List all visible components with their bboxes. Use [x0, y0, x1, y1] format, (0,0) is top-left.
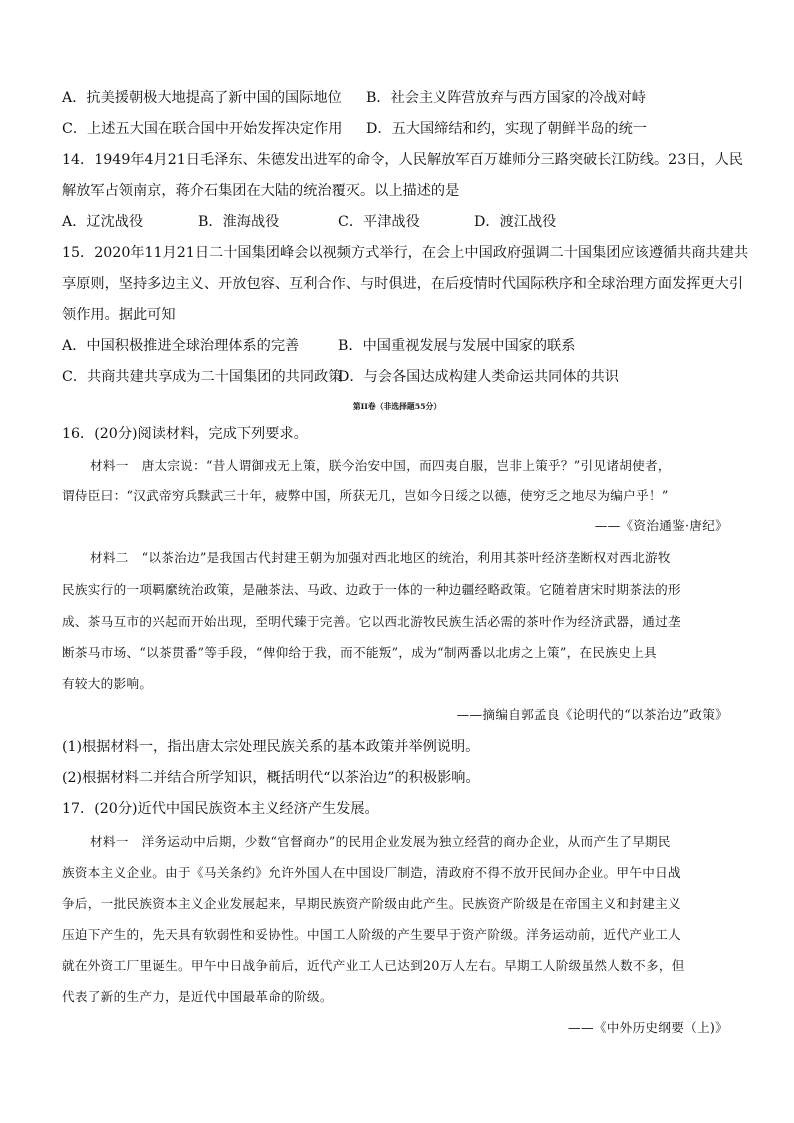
q15-options-row2 — [62, 367, 619, 387]
q15-options-row1 — [62, 336, 576, 356]
q15-option-b[interactable]: B．中国重视发展与发展中国家的联系 — [338, 338, 576, 354]
q15-stem-line1: 15．2020年11月21日二十国集团峰会以视频方式举行，在会上中国政府强调二十国集团应该遵循共商共建共 — [62, 245, 749, 261]
q13-option-a[interactable]: A．抗美援朝极大地提高了新中国的国际地位 — [62, 90, 342, 106]
q14-options — [62, 212, 557, 232]
q13-options-row1 — [62, 88, 646, 108]
q14-option-b[interactable]: B．淮海战役 — [198, 214, 280, 230]
q16-material1-line2: 谓侍臣曰：“汉武帝穷兵黩武三十年，疲弊中国，所获无几，岂如今日绥之以德，使穷乏之地尽为编户乎！” — [62, 488, 669, 503]
q13-options-row2 — [62, 119, 647, 139]
q14-stem-line2: 解放军占领南京，蒋介石集团在大陆的统治覆灭。以上描述的是 — [62, 183, 460, 199]
q17-material1-line1: 材料一 洋务运动中后期，少数“官督商办”的民用企业发展为独立经营的商办企业，从而产生了早期民 — [90, 834, 671, 849]
q13-option-d[interactable]: D．五大国缔结和约，实现了朝鲜半岛的统一 — [366, 121, 647, 137]
q13-option-b[interactable]: B．社会主义阵营放弃与西方国家的冷战对峙 — [366, 90, 646, 106]
q16-material1-source: ——《资治通鉴·唐纪》 — [594, 518, 728, 533]
q14-stem-line1: 14．1949年4月21日毛泽东、朱德发出进军的命令，人民解放军百万雄师分三路突破长江防线。23日，人民 — [62, 152, 743, 168]
q17-material1-line6: 代表了新的生产力，是近代中国最革命的阶级。 — [62, 989, 333, 1004]
q16-material2-line2: 民族实行的一项羁縻统治政策，是融茶法、马政、边政于一体的一种边疆经略政策。它随着唐宋时期茶法的形 — [62, 582, 681, 597]
q16-material1-line1: 材料一 唐太宗说：“昔人谓御戎无上策，朕今治安中国，而四夷自服，岂非上策乎？”引见诸胡使者， — [90, 458, 671, 473]
q17-material1-line5: 就在外资工厂里诞生。甲午中日战争前后，近代产业工人已达到20万人左右。早期工人阶级虽然人数不多，但 — [62, 958, 685, 973]
q15-option-a[interactable]: A．中国积极推进全球治理体系的完善 — [62, 338, 300, 354]
q16-material2-line1: 材料二 “以茶治边”是我国古代封建王朝为加强对西北地区的统治，利用其茶叶经济垄断权对西北游牧 — [90, 550, 671, 565]
q17-material1-source: ——《中外历史纲要（上)》 — [568, 1020, 728, 1035]
q16-subquestion-2: (2)根据材料二并结合所学知识，概括明代“以茶治边”的积极影响。 — [62, 770, 480, 786]
q17-stem: 17．(20分)近代中国民族资本主义经济产生发展。 — [62, 801, 379, 817]
q13-option-c[interactable]: C．上述五大国在联合国中开始发挥决定作用 — [62, 121, 343, 137]
q14-option-c[interactable]: C．平津战役 — [338, 214, 420, 230]
q17-material1-line4: 压迫下产生的，先天具有软弱性和妥协性。中国工人阶级的产生要早于资产阶级。洋务运动前，近代产业工人 — [62, 927, 681, 942]
q17-material1-line2: 族资本主义企业。由于《马关条约》允许外国人在中国设厂制造，清政府不得不放开民间办企业。甲午中日战 — [62, 865, 681, 880]
q14-option-d[interactable]: D．渡江战役 — [474, 214, 557, 230]
section-title: 第II卷（非选择题55分） — [352, 402, 442, 411]
q16-material2-source: ——摘编自郭孟良《论明代的“以茶治边”政策》 — [456, 707, 728, 722]
q14-option-a[interactable]: A．辽沈战役 — [62, 214, 144, 230]
q15-option-c[interactable]: C．共商共建共享成为二十国集团的共同政策 — [62, 369, 343, 385]
q16-subquestion-1: (1)根据材料一，指出唐太宗处理民族关系的基本政策并举例说明。 — [62, 739, 480, 755]
q15-stem-line2: 享原则，坚持多边主义、开放包容、互利合作、与时俱进，在后疫情时代国际秩序和全球治理方面发挥更大引 — [62, 276, 744, 292]
q16-material2-line4: 断茶马市场、“以茶贯番”等手段，“俾仰给于我，而不能叛”，成为“制两番以北虏之上策”，在民族史上具 — [62, 645, 657, 660]
q15-stem-line3: 领作用。据此可知 — [62, 307, 176, 323]
q16-material2-line3: 成、茶马互市的兴起而开始出现，至明代臻于完善。它以西北游牧民族生活必需的茶叶作为经济武器，通过垄 — [62, 614, 681, 629]
q15-option-d[interactable]: D．与会各国达成构建人类命运共同体的共识 — [338, 369, 619, 385]
q16-stem: 16．(20分)阅读材料，完成下列要求。 — [62, 426, 308, 442]
q17-material1-line3: 争后，一批民族资本主义企业发展起来，早期民族资产阶级由此产生。民族资产阶级是在帝国主义和封建主义 — [62, 896, 681, 911]
q16-material2-line5: 有较大的影响。 — [62, 676, 153, 691]
